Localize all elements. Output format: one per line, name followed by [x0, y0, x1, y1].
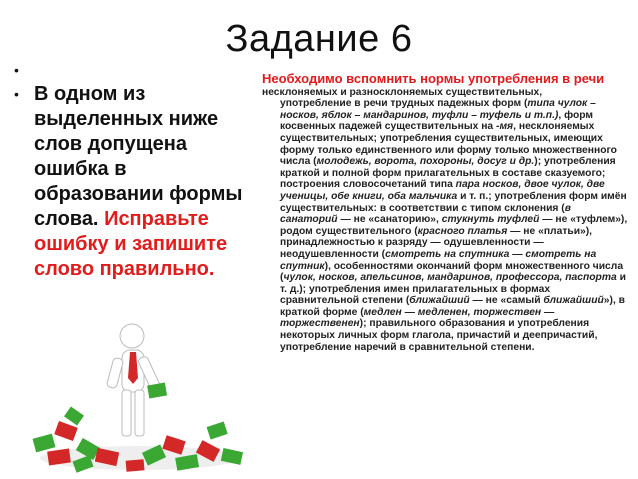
task-text — [34, 82, 254, 282]
rules-text: — не «платьи»), принадлежностью к разряду — одушевленности — неодушевленности ( — [280, 225, 593, 260]
rules-heading-rest: несклоняемых и разносклоняемых существительных, — [262, 86, 543, 98]
rules-heading — [262, 72, 630, 98]
rules-example: -мя — [496, 121, 514, 133]
rules-example: чулок, носков, апельсинов, мандаринов, профессора, паспорта — [283, 272, 617, 284]
rules-example: молодежь, ворота, похороны, досуг и др. — [316, 156, 535, 168]
rules-text: и т. п.; употребления форм имён существительных: в соответствии с типом склонения ( — [280, 190, 627, 214]
person-with-puzzle-pieces-icon — [26, 318, 254, 474]
task-description — [14, 58, 254, 282]
rules-text: употребление в речи трудных падежных форм ( — [280, 98, 528, 110]
rules-example: смотреть на спутника — смотреть на спутник — [280, 248, 597, 272]
main-bullet — [14, 82, 254, 282]
rules-example: медлен — медленен, торжествен — торжественен — [280, 306, 555, 330]
rules-text: — не «самый — [469, 295, 544, 307]
rules-text: ); правильного образования и употребления некоторых личных форм глагола, причастий и деепричастий, употребление наречий в сравнительной степени. — [280, 318, 598, 353]
rules-text: и т. д.); употребления имен прилагательных в формах сравнительной степени ( — [280, 272, 626, 307]
rules-example: ближайший — [543, 295, 604, 307]
slide-title: Задание 6 — [225, 18, 413, 60]
rules-example: красного платья — [417, 225, 508, 237]
task-text-red: Исправьте ошибку и запишите слово правильно. — [34, 208, 228, 280]
rules-block — [262, 72, 630, 353]
empty-bullet — [14, 58, 254, 82]
rules-heading-red: Необходимо вспомнить нормы употребления в речи — [262, 71, 605, 86]
task-text-black: В одном из выделенных ниже слов допущена ошибка в образовании формы слова. — [34, 83, 243, 230]
rules-example: типа чулок – носков, яблок – мандаринов, туфли – туфель и т.п.) — [280, 98, 596, 121]
rules-text: ); употребления краткой и полной форм прилагательных в составе сказуемого; построения словосочетаний типа — [280, 156, 616, 191]
person-figure-icon — [106, 324, 167, 436]
rules-text: , форм косвенных падежей существительных на — [280, 109, 594, 133]
rules-text: , несклоняемых существительных; употребления существительных, имеющих форму только единственного или форму только множественного числа ( — [280, 121, 617, 168]
bullet-icon: • — [14, 86, 19, 102]
rules-text: — не «санаторию», — [337, 214, 442, 226]
rules-text: ), особенностями окончаний форм множественного числа ( — [280, 260, 624, 284]
rules-example: стукнуть туфлей — [441, 214, 540, 226]
rules-example: пара носков, двое чулок, две ученицы, обе книги, оба мальчика — [280, 179, 605, 202]
rules-example: ближайший — [409, 295, 470, 307]
rules-paragraph — [280, 98, 630, 353]
rules-text: — не «туфлем»), родом существительного ( — [280, 214, 628, 237]
rules-example: в санаторий — [280, 202, 571, 226]
bullet-icon: • — [14, 62, 19, 78]
rules-text: »), в краткой форме ( — [280, 295, 626, 318]
